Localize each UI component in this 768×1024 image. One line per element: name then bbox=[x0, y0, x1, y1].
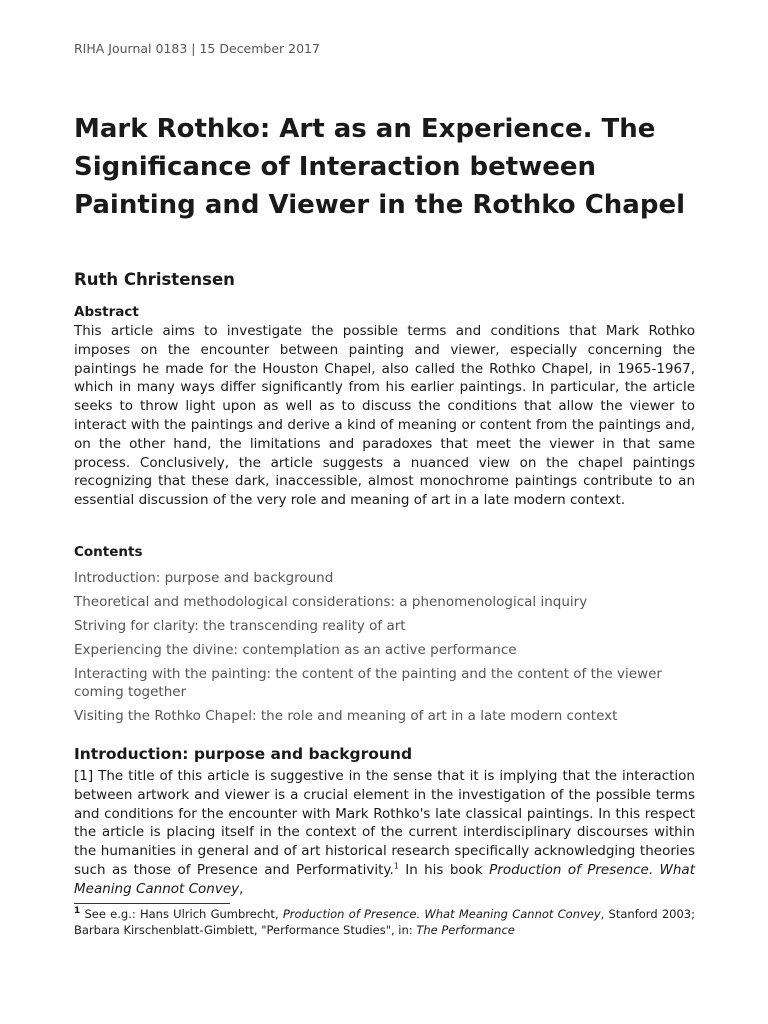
footnote-text-prefix: See e.g.: Hans Ulrich Gumbrecht, bbox=[80, 907, 283, 921]
paragraph-1-trailing: , bbox=[239, 880, 244, 897]
footnote-1 bbox=[74, 906, 695, 938]
article-title: Mark Rothko: Art as an Experience. The Significance of Interaction between Painting and Viewer in the Rothko Chapel bbox=[74, 114, 686, 220]
author-name: Ruth Christensen bbox=[74, 270, 235, 289]
footnote-text-middle: , Stanford 2003; Barbara Kirschenblatt-Gimblett, "Performance Studies", in: bbox=[74, 907, 695, 937]
footnote-work-2: The Performance bbox=[416, 923, 515, 937]
footnote-reference[interactable]: 1 bbox=[393, 861, 399, 871]
paragraph-1-text: [1] The title of this article is suggestive in the sense that it is implying that the interaction between artwork and viewer is a crucial element in the investigation of the possible terms and conditions for the encounter with Mark Rothko's late classical paintings. In this respect the article is placing itself in the context of the current interdisciplinary discourses within the humanities in general and of art historical research specifically acknowledging theories such as those of Presence and Performativity. bbox=[74, 768, 695, 878]
paragraph-1 bbox=[74, 767, 695, 899]
toc-item-striving[interactable]: Striving for clarity: the transcending reality of art bbox=[74, 618, 406, 634]
book-title: Production of Presence. What Meaning Cannot Convey bbox=[74, 861, 695, 897]
toc-item-interacting[interactable]: Interacting with the painting: the content of the painting and the content of the viewer coming together bbox=[74, 666, 662, 700]
section-heading-introduction: Introduction: purpose and background bbox=[74, 745, 413, 763]
footnote-separator bbox=[74, 903, 230, 904]
toc-item-introduction[interactable]: Introduction: purpose and background bbox=[74, 570, 334, 586]
running-head: RIHA Journal 0183 | 15 December 2017 bbox=[74, 41, 320, 56]
footnote-work-1: Production of Presence. What Meaning Cannot Convey bbox=[282, 907, 601, 921]
table-of-contents bbox=[74, 569, 695, 731]
paragraph-1-continuation: In his book bbox=[398, 861, 490, 878]
toc-item-visiting[interactable]: Visiting the Rothko Chapel: the role and meaning of art in a late modern context bbox=[74, 708, 618, 724]
abstract-text: This article aims to investigate the possible terms and conditions that Mark Rothko imposes on the encounter between painting and viewer, especially concerning the paintings he made for the Houston Chapel, also called the Rothko Chapel, in 1965-1967, which in many ways differ significantly from his earlier paintings. In particular, the article seeks to throw light upon as well as to discuss the conditions that allow the viewer to interact with the paintings and derive a kind of meaning or content from the paintings and, on the other hand, the limitations and paradoxes that meet the viewer in that same process. Conclusively, the article suggests a nuanced view on the chapel paintings recognizing that these dark, inaccessible, almost monochrome paintings contribute to an essential discussion of the very role and meaning of art in a late modern context. bbox=[74, 323, 695, 509]
toc-item-theoretical[interactable]: Theoretical and methodological considerations: a phenomenological inquiry bbox=[74, 594, 588, 610]
abstract-heading: Abstract bbox=[74, 304, 139, 320]
footnote-number: 1 bbox=[74, 906, 81, 917]
toc-item-experiencing[interactable]: Experiencing the divine: contemplation as an active performance bbox=[74, 642, 517, 658]
contents-heading: Contents bbox=[74, 544, 143, 560]
